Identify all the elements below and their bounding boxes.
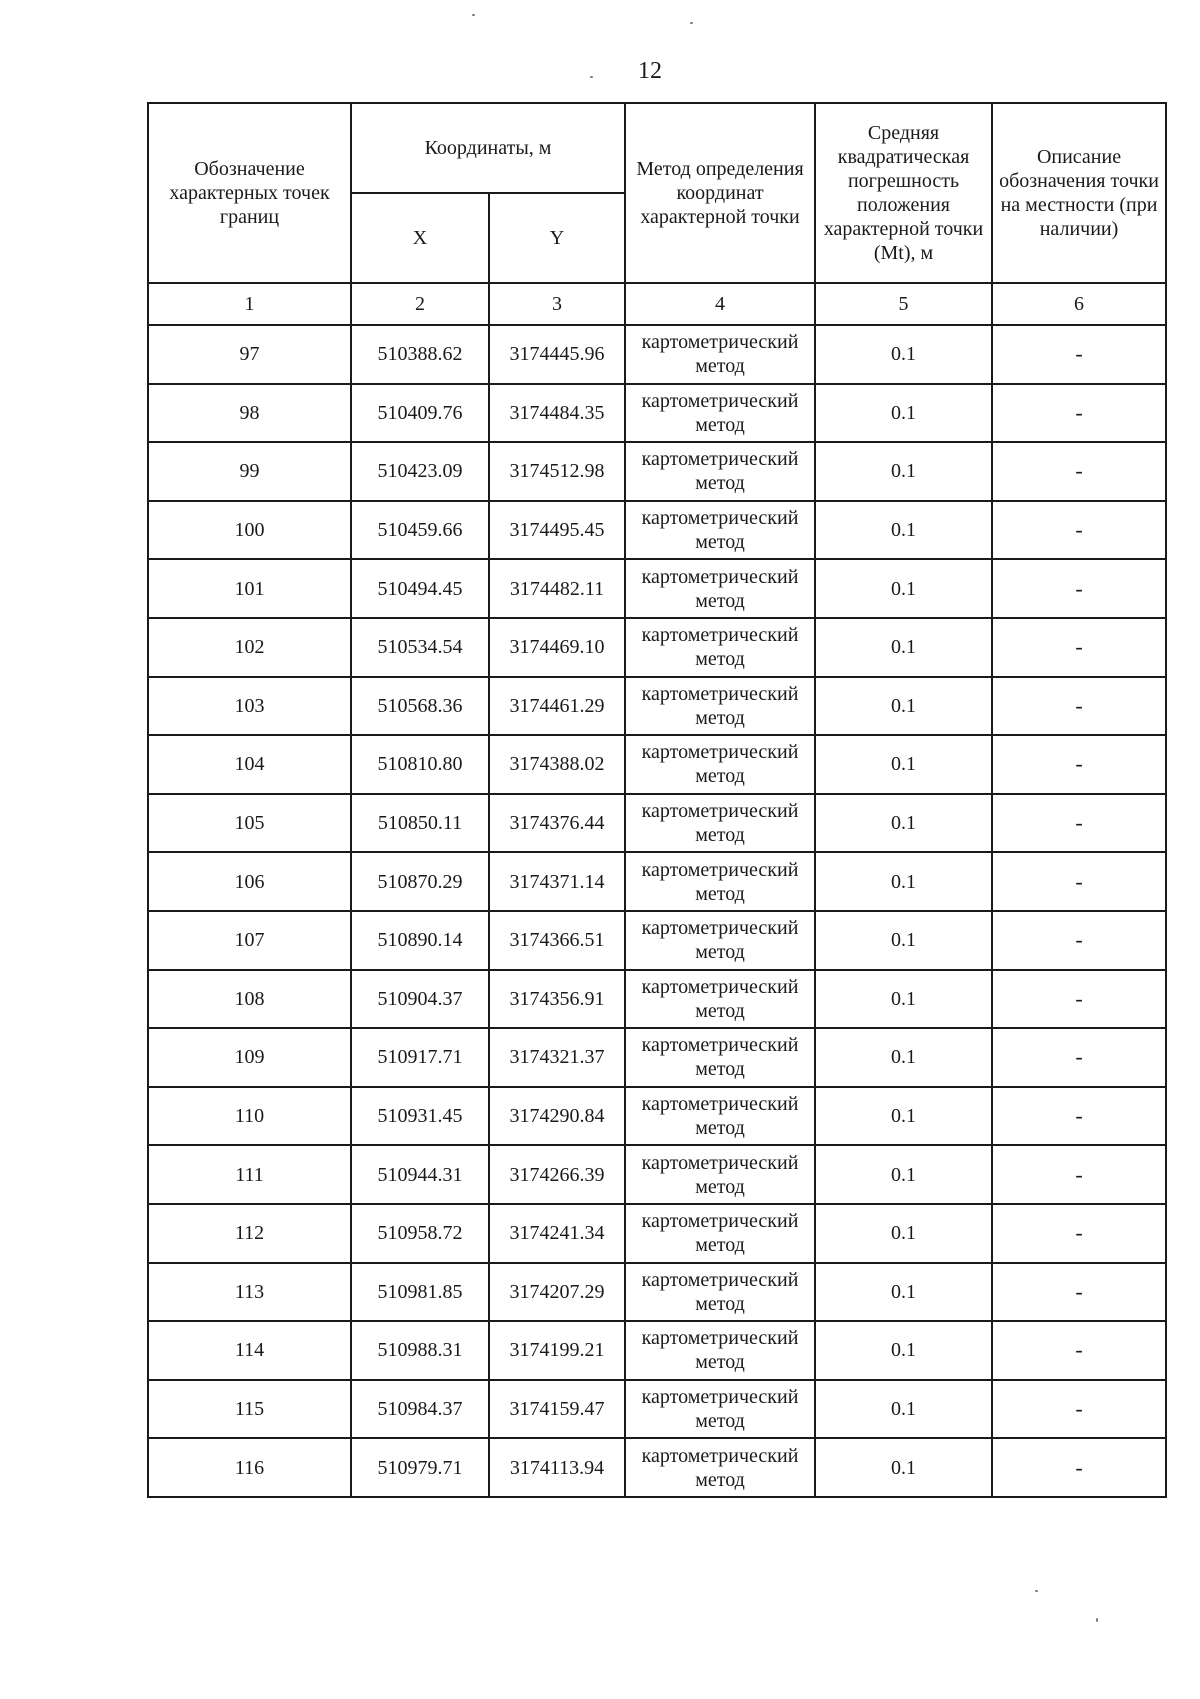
x-coordinate-cell: 510870.29	[351, 852, 489, 911]
description-cell: -	[992, 384, 1166, 443]
y-coordinate-cell: 3174113.94	[489, 1438, 625, 1497]
x-coordinate-cell: 510850.11	[351, 794, 489, 853]
method-cell: картометрический метод	[625, 735, 815, 794]
x-coordinate-cell: 510917.71	[351, 1028, 489, 1087]
mean-error-cell: 0.1	[815, 618, 992, 677]
table-row	[148, 1321, 1166, 1380]
column-number: 2	[351, 283, 489, 325]
x-coordinate-cell: 510409.76	[351, 384, 489, 443]
point-cell: 104	[148, 735, 351, 794]
x-coordinate-cell: 510534.54	[351, 618, 489, 677]
table-body	[148, 325, 1166, 1497]
point-cell: 106	[148, 852, 351, 911]
header-y: Y	[489, 193, 625, 283]
x-coordinate-cell: 510958.72	[351, 1204, 489, 1263]
method-cell: картометрический метод	[625, 970, 815, 1029]
mean-error-cell: 0.1	[815, 1321, 992, 1380]
description-cell: -	[992, 1087, 1166, 1146]
point-cell: 115	[148, 1380, 351, 1439]
y-coordinate-cell: 3174241.34	[489, 1204, 625, 1263]
point-cell: 102	[148, 618, 351, 677]
mean-error-cell: 0.1	[815, 384, 992, 443]
method-cell: картометрический метод	[625, 442, 815, 501]
table-row	[148, 618, 1166, 677]
method-cell: картометрический метод	[625, 794, 815, 853]
x-coordinate-cell: 510988.31	[351, 1321, 489, 1380]
scan-speck	[1096, 1618, 1098, 1622]
x-coordinate-cell: 510944.31	[351, 1145, 489, 1204]
method-cell: картометрический метод	[625, 501, 815, 560]
point-cell: 101	[148, 559, 351, 618]
point-cell: 97	[148, 325, 351, 384]
mean-error-cell: 0.1	[815, 1438, 992, 1497]
y-coordinate-cell: 3174484.35	[489, 384, 625, 443]
description-cell: -	[992, 852, 1166, 911]
point-cell: 116	[148, 1438, 351, 1497]
y-coordinate-cell: 3174199.21	[489, 1321, 625, 1380]
header-coordinates: Координаты, м	[351, 103, 625, 193]
table-row	[148, 735, 1166, 794]
x-coordinate-cell: 510981.85	[351, 1263, 489, 1322]
table-row	[148, 1380, 1166, 1439]
method-cell: картометрический метод	[625, 559, 815, 618]
y-coordinate-cell: 3174469.10	[489, 618, 625, 677]
x-coordinate-cell: 510423.09	[351, 442, 489, 501]
header-description: Описание обозначения точки на местности (при наличии)	[992, 103, 1166, 283]
y-coordinate-cell: 3174207.29	[489, 1263, 625, 1322]
page-number: 12	[638, 58, 662, 84]
mean-error-cell: 0.1	[815, 794, 992, 853]
header-method: Метод определения координат характерной точки	[625, 103, 815, 283]
table-row	[148, 501, 1166, 560]
description-cell: -	[992, 1321, 1166, 1380]
description-cell: -	[992, 618, 1166, 677]
method-cell: картометрический метод	[625, 325, 815, 384]
scan-speck	[472, 14, 475, 16]
point-cell: 99	[148, 442, 351, 501]
table-row	[148, 559, 1166, 618]
method-cell: картометрический метод	[625, 1145, 815, 1204]
table-row	[148, 1263, 1166, 1322]
boundary-points-table	[147, 102, 1167, 1498]
point-cell: 100	[148, 501, 351, 560]
mean-error-cell: 0.1	[815, 677, 992, 736]
y-coordinate-cell: 3174512.98	[489, 442, 625, 501]
y-coordinate-cell: 3174266.39	[489, 1145, 625, 1204]
description-cell: -	[992, 325, 1166, 384]
mean-error-cell: 0.1	[815, 1380, 992, 1439]
scan-speck	[590, 76, 593, 78]
method-cell: картометрический метод	[625, 1321, 815, 1380]
method-cell: картометрический метод	[625, 1263, 815, 1322]
table-row	[148, 1087, 1166, 1146]
description-cell: -	[992, 559, 1166, 618]
header-point-designation: Обозначение характерных точек границ	[148, 103, 351, 283]
mean-error-cell: 0.1	[815, 735, 992, 794]
method-cell: картометрический метод	[625, 384, 815, 443]
column-number: 6	[992, 283, 1166, 325]
y-coordinate-cell: 3174376.44	[489, 794, 625, 853]
x-coordinate-cell: 510904.37	[351, 970, 489, 1029]
x-coordinate-cell: 510979.71	[351, 1438, 489, 1497]
method-cell: картометрический метод	[625, 852, 815, 911]
mean-error-cell: 0.1	[815, 1204, 992, 1263]
table-row	[148, 1028, 1166, 1087]
y-coordinate-cell: 3174371.14	[489, 852, 625, 911]
x-coordinate-cell: 510890.14	[351, 911, 489, 970]
method-cell: картометрический метод	[625, 677, 815, 736]
table-row	[148, 384, 1166, 443]
column-number: 4	[625, 283, 815, 325]
y-coordinate-cell: 3174290.84	[489, 1087, 625, 1146]
point-cell: 108	[148, 970, 351, 1029]
point-cell: 105	[148, 794, 351, 853]
y-coordinate-cell: 3174366.51	[489, 911, 625, 970]
table-row	[148, 1145, 1166, 1204]
point-cell: 110	[148, 1087, 351, 1146]
y-coordinate-cell: 3174482.11	[489, 559, 625, 618]
mean-error-cell: 0.1	[815, 1087, 992, 1146]
point-cell: 107	[148, 911, 351, 970]
y-coordinate-cell: 3174321.37	[489, 1028, 625, 1087]
column-number: 3	[489, 283, 625, 325]
x-coordinate-cell: 510931.45	[351, 1087, 489, 1146]
description-cell: -	[992, 1145, 1166, 1204]
table-row	[148, 325, 1166, 384]
y-coordinate-cell: 3174461.29	[489, 677, 625, 736]
header-mean-error: Средняя квадратическая погрешность положения характерной точки (Mt), м	[815, 103, 992, 283]
table-row	[148, 794, 1166, 853]
table-row	[148, 852, 1166, 911]
description-cell: -	[992, 970, 1166, 1029]
x-coordinate-cell: 510494.45	[351, 559, 489, 618]
mean-error-cell: 0.1	[815, 501, 992, 560]
y-coordinate-cell: 3174388.02	[489, 735, 625, 794]
x-coordinate-cell: 510568.36	[351, 677, 489, 736]
description-cell: -	[992, 1263, 1166, 1322]
x-coordinate-cell: 510388.62	[351, 325, 489, 384]
mean-error-cell: 0.1	[815, 852, 992, 911]
description-cell: -	[992, 1380, 1166, 1439]
mean-error-cell: 0.1	[815, 1263, 992, 1322]
mean-error-cell: 0.1	[815, 559, 992, 618]
description-cell: -	[992, 911, 1166, 970]
y-coordinate-cell: 3174159.47	[489, 1380, 625, 1439]
description-cell: -	[992, 794, 1166, 853]
description-cell: -	[992, 1204, 1166, 1263]
method-cell: картометрический метод	[625, 618, 815, 677]
scan-speck	[690, 22, 693, 24]
table-row	[148, 1204, 1166, 1263]
description-cell: -	[992, 501, 1166, 560]
mean-error-cell: 0.1	[815, 1145, 992, 1204]
x-coordinate-cell: 510459.66	[351, 501, 489, 560]
mean-error-cell: 0.1	[815, 911, 992, 970]
header-row	[148, 103, 1166, 193]
table-row	[148, 442, 1166, 501]
table-row	[148, 677, 1166, 736]
description-cell: -	[992, 677, 1166, 736]
method-cell: картометрический метод	[625, 1438, 815, 1497]
method-cell: картометрический метод	[625, 1204, 815, 1263]
mean-error-cell: 0.1	[815, 1028, 992, 1087]
description-cell: -	[992, 1438, 1166, 1497]
scan-speck	[1035, 1590, 1038, 1592]
description-cell: -	[992, 735, 1166, 794]
y-coordinate-cell: 3174356.91	[489, 970, 625, 1029]
x-coordinate-cell: 510810.80	[351, 735, 489, 794]
method-cell: картометрический метод	[625, 911, 815, 970]
method-cell: картометрический метод	[625, 1380, 815, 1439]
point-cell: 113	[148, 1263, 351, 1322]
point-cell: 114	[148, 1321, 351, 1380]
method-cell: картометрический метод	[625, 1087, 815, 1146]
point-cell: 103	[148, 677, 351, 736]
description-cell: -	[992, 1028, 1166, 1087]
x-coordinate-cell: 510984.37	[351, 1380, 489, 1439]
mean-error-cell: 0.1	[815, 442, 992, 501]
method-cell: картометрический метод	[625, 1028, 815, 1087]
point-cell: 98	[148, 384, 351, 443]
column-number: 5	[815, 283, 992, 325]
y-coordinate-cell: 3174495.45	[489, 501, 625, 560]
header-x: X	[351, 193, 489, 283]
point-cell: 111	[148, 1145, 351, 1204]
description-cell: -	[992, 442, 1166, 501]
column-number-row	[148, 283, 1166, 325]
table-row	[148, 911, 1166, 970]
point-cell: 109	[148, 1028, 351, 1087]
mean-error-cell: 0.1	[815, 970, 992, 1029]
mean-error-cell: 0.1	[815, 325, 992, 384]
column-number: 1	[148, 283, 351, 325]
table-row	[148, 970, 1166, 1029]
point-cell: 112	[148, 1204, 351, 1263]
y-coordinate-cell: 3174445.96	[489, 325, 625, 384]
table-row	[148, 1438, 1166, 1497]
